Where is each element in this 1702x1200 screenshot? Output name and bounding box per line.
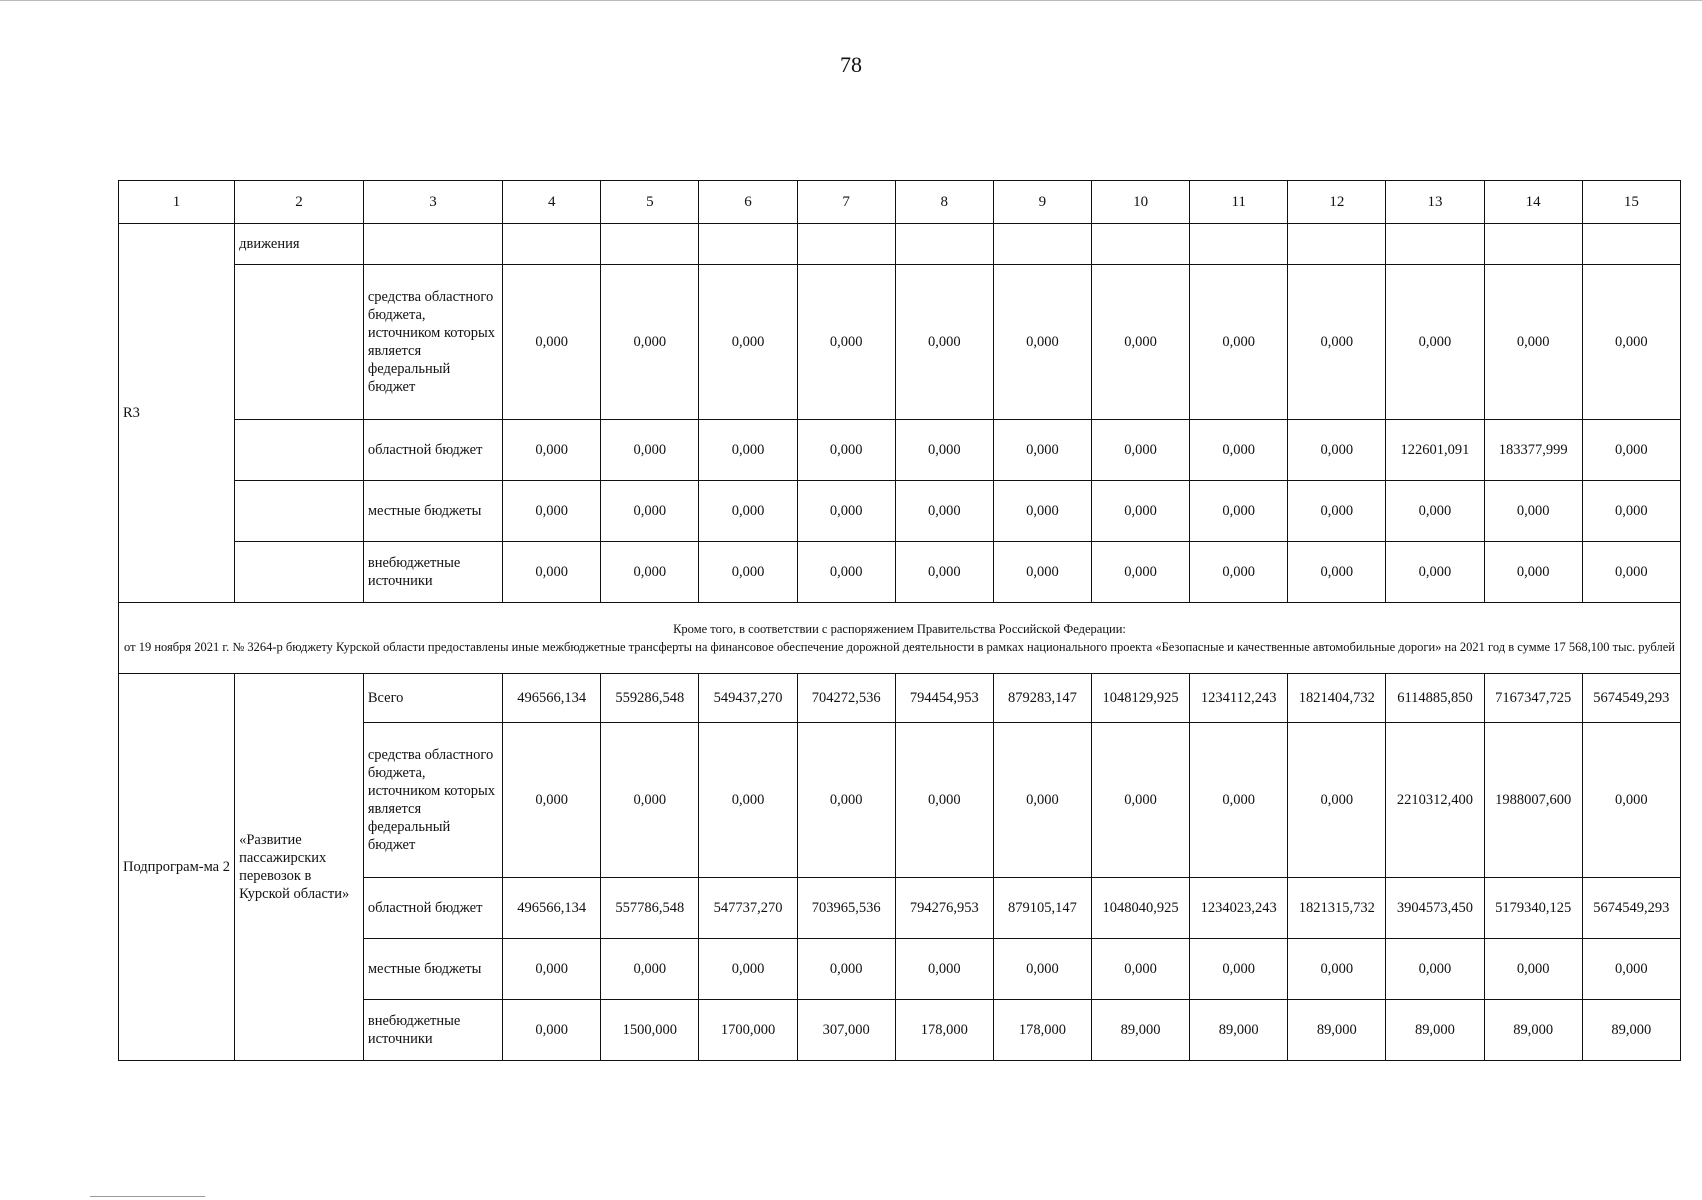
- table-row: [119, 265, 1681, 420]
- value-cell: 0,000: [1190, 939, 1288, 1000]
- column-number: 2: [235, 181, 364, 224]
- note-row: [119, 603, 1681, 674]
- value-cell: 1821404,732: [1288, 674, 1386, 723]
- empty-cell: [235, 542, 364, 603]
- page-number: 78: [840, 52, 862, 77]
- value-cell: 0,000: [1092, 542, 1190, 603]
- block1-continuation-row: [119, 224, 1681, 265]
- value-cell: 0,000: [503, 542, 601, 603]
- program-code: R3: [119, 224, 235, 603]
- column-number: 14: [1484, 181, 1582, 224]
- value-cell: 0,000: [1092, 420, 1190, 481]
- value-cell: 0,000: [1582, 265, 1680, 420]
- value-cell: 1821315,732: [1288, 878, 1386, 939]
- value-cell: 1048129,925: [1092, 674, 1190, 723]
- funding-source-label: Всего: [363, 674, 502, 723]
- value-cell: 0,000: [895, 481, 993, 542]
- value-cell: 89,000: [1484, 1000, 1582, 1061]
- value-cell: 0,000: [797, 420, 895, 481]
- value-cell: 0,000: [993, 542, 1091, 603]
- column-number: 11: [1190, 181, 1288, 224]
- subprogram-code: Подпрограм-ма 2: [119, 674, 235, 1061]
- value-cell: 1234112,243: [1190, 674, 1288, 723]
- value-cell: 0,000: [699, 723, 797, 878]
- value-cell: 0,000: [699, 542, 797, 603]
- column-number: 12: [1288, 181, 1386, 224]
- value-cell: 0,000: [601, 542, 699, 603]
- funding-source-label: внебюджетные источники: [363, 1000, 502, 1061]
- value-cell: 0,000: [503, 420, 601, 481]
- funding-source-label: местные бюджеты: [363, 939, 502, 1000]
- value-cell: 0,000: [797, 481, 895, 542]
- value-cell: 0,000: [797, 723, 895, 878]
- value-cell: 89,000: [1288, 1000, 1386, 1061]
- value-cell: 0,000: [993, 939, 1091, 1000]
- value-cell: 0,000: [699, 420, 797, 481]
- value-cell: 89,000: [1386, 1000, 1484, 1061]
- value-cell: 122601,091: [1386, 420, 1484, 481]
- value-cell: 0,000: [1582, 481, 1680, 542]
- value-cell: 0,000: [699, 265, 797, 420]
- empty-cell: [235, 420, 364, 481]
- value-cell: 307,000: [797, 1000, 895, 1061]
- value-cell: 0,000: [797, 542, 895, 603]
- empty-cell: [1288, 224, 1386, 265]
- value-cell: 0,000: [1386, 939, 1484, 1000]
- column-number: 5: [601, 181, 699, 224]
- column-number: 4: [503, 181, 601, 224]
- value-cell: 0,000: [503, 265, 601, 420]
- value-cell: 0,000: [1190, 481, 1288, 542]
- value-cell: 0,000: [1582, 420, 1680, 481]
- value-cell: 0,000: [1386, 542, 1484, 603]
- funding-source-label: внебюджетные источники: [363, 542, 502, 603]
- table-row: [119, 481, 1681, 542]
- value-cell: 89,000: [1190, 1000, 1288, 1061]
- value-cell: 0,000: [601, 265, 699, 420]
- value-cell: 0,000: [993, 723, 1091, 878]
- value-cell: 0,000: [601, 420, 699, 481]
- column-number: 3: [363, 181, 502, 224]
- value-cell: 0,000: [993, 481, 1091, 542]
- value-cell: 0,000: [895, 420, 993, 481]
- value-cell: 0,000: [1386, 481, 1484, 542]
- subprogram-name: «Развитие пассажирских перевозок в Курской области»: [235, 674, 364, 1061]
- value-cell: 0,000: [601, 723, 699, 878]
- value-cell: 0,000: [1386, 265, 1484, 420]
- value-cell: 0,000: [503, 481, 601, 542]
- value-cell: 0,000: [1288, 542, 1386, 603]
- value-cell: 879283,147: [993, 674, 1091, 723]
- value-cell: 2210312,400: [1386, 723, 1484, 878]
- value-cell: 0,000: [1288, 939, 1386, 1000]
- note-line-1: Кроме того, в соответствии с распоряжением Правительства Российской Федерации:: [673, 622, 1126, 636]
- value-cell: 0,000: [1484, 265, 1582, 420]
- column-number: 13: [1386, 181, 1484, 224]
- value-cell: 0,000: [601, 481, 699, 542]
- value-cell: 0,000: [895, 723, 993, 878]
- column-number-row: [119, 181, 1681, 224]
- empty-cell: [235, 481, 364, 542]
- value-cell: 0,000: [797, 265, 895, 420]
- column-number: 1: [119, 181, 235, 224]
- value-cell: 183377,999: [1484, 420, 1582, 481]
- scan-edge-line: [0, 0, 1702, 1]
- value-cell: 7167347,725: [1484, 674, 1582, 723]
- value-cell: 704272,536: [797, 674, 895, 723]
- funding-source-label: средства областного бюджета, источником которых является федеральный бюджет: [363, 265, 502, 420]
- empty-cell: [235, 265, 364, 420]
- value-cell: 559286,548: [601, 674, 699, 723]
- value-cell: 1988007,600: [1484, 723, 1582, 878]
- value-cell: 3904573,450: [1386, 878, 1484, 939]
- table-row: [119, 420, 1681, 481]
- empty-cell: [895, 224, 993, 265]
- value-cell: 0,000: [1484, 542, 1582, 603]
- value-cell: 0,000: [993, 265, 1091, 420]
- value-cell: 6114885,850: [1386, 674, 1484, 723]
- value-cell: 5674549,293: [1582, 674, 1680, 723]
- value-cell: 0,000: [1288, 481, 1386, 542]
- value-cell: 0,000: [1190, 265, 1288, 420]
- value-cell: 0,000: [1092, 723, 1190, 878]
- value-cell: 0,000: [1190, 542, 1288, 603]
- value-cell: 0,000: [1190, 723, 1288, 878]
- value-cell: 1048040,925: [1092, 878, 1190, 939]
- value-cell: 0,000: [601, 939, 699, 1000]
- empty-cell: [601, 224, 699, 265]
- value-cell: 794454,953: [895, 674, 993, 723]
- value-cell: 0,000: [797, 939, 895, 1000]
- value-cell: 879105,147: [993, 878, 1091, 939]
- empty-cell: [1582, 224, 1680, 265]
- value-cell: 0,000: [503, 1000, 601, 1061]
- program-name: движения: [235, 224, 364, 265]
- value-cell: 0,000: [1582, 939, 1680, 1000]
- budget-table: [118, 180, 1681, 1061]
- value-cell: 1500,000: [601, 1000, 699, 1061]
- note-line-2: от 19 ноября 2021 г. № 3264-р бюджету Курской области предоставлены иные межбюджетные трансферты на финансовое обеспечение дорожной деятельности в рамках национального проекта «Безопасные и качественные автомобильные дороги» на 2021 год в сумме 17 568,100 тыс. рублей: [124, 640, 1675, 654]
- value-cell: 0,000: [1582, 723, 1680, 878]
- value-cell: 549437,270: [699, 674, 797, 723]
- value-cell: 0,000: [1484, 939, 1582, 1000]
- value-cell: 0,000: [699, 939, 797, 1000]
- note-cell: [119, 603, 1681, 674]
- empty-cell: [993, 224, 1091, 265]
- scan-edge-line: [90, 1196, 205, 1197]
- value-cell: 0,000: [895, 542, 993, 603]
- value-cell: 0,000: [1190, 420, 1288, 481]
- value-cell: 0,000: [699, 481, 797, 542]
- value-cell: 0,000: [1288, 723, 1386, 878]
- value-cell: 0,000: [1582, 542, 1680, 603]
- value-cell: 89,000: [1582, 1000, 1680, 1061]
- empty-cell: [699, 224, 797, 265]
- value-cell: 5179340,125: [1484, 878, 1582, 939]
- funding-source-label: областной бюджет: [363, 420, 502, 481]
- column-number: 6: [699, 181, 797, 224]
- column-number: 9: [993, 181, 1091, 224]
- value-cell: 89,000: [1092, 1000, 1190, 1061]
- value-cell: 794276,953: [895, 878, 993, 939]
- value-cell: 0,000: [993, 420, 1091, 481]
- value-cell: 496566,134: [503, 674, 601, 723]
- value-cell: 0,000: [895, 939, 993, 1000]
- empty-cell: [363, 224, 502, 265]
- funding-source-label: областной бюджет: [363, 878, 502, 939]
- value-cell: 5674549,293: [1582, 878, 1680, 939]
- empty-cell: [503, 224, 601, 265]
- value-cell: 0,000: [503, 939, 601, 1000]
- empty-cell: [1386, 224, 1484, 265]
- value-cell: 557786,548: [601, 878, 699, 939]
- value-cell: 0,000: [1288, 265, 1386, 420]
- value-cell: 178,000: [895, 1000, 993, 1061]
- empty-cell: [1092, 224, 1190, 265]
- column-number: 15: [1582, 181, 1680, 224]
- column-number: 8: [895, 181, 993, 224]
- value-cell: 0,000: [1092, 939, 1190, 1000]
- empty-cell: [1190, 224, 1288, 265]
- table-row: [119, 542, 1681, 603]
- value-cell: 1234023,243: [1190, 878, 1288, 939]
- value-cell: 0,000: [1288, 420, 1386, 481]
- value-cell: 0,000: [503, 723, 601, 878]
- value-cell: 547737,270: [699, 878, 797, 939]
- value-cell: 703965,536: [797, 878, 895, 939]
- value-cell: 496566,134: [503, 878, 601, 939]
- value-cell: 0,000: [1092, 481, 1190, 542]
- table-row: [119, 674, 1681, 723]
- funding-source-label: местные бюджеты: [363, 481, 502, 542]
- value-cell: 0,000: [1092, 265, 1190, 420]
- funding-source-label: средства областного бюджета, источником которых является федеральный бюджет: [363, 723, 502, 878]
- value-cell: 0,000: [1484, 481, 1582, 542]
- column-number: 7: [797, 181, 895, 224]
- column-number: 10: [1092, 181, 1190, 224]
- value-cell: 0,000: [895, 265, 993, 420]
- value-cell: 178,000: [993, 1000, 1091, 1061]
- empty-cell: [1484, 224, 1582, 265]
- value-cell: 1700,000: [699, 1000, 797, 1061]
- empty-cell: [797, 224, 895, 265]
